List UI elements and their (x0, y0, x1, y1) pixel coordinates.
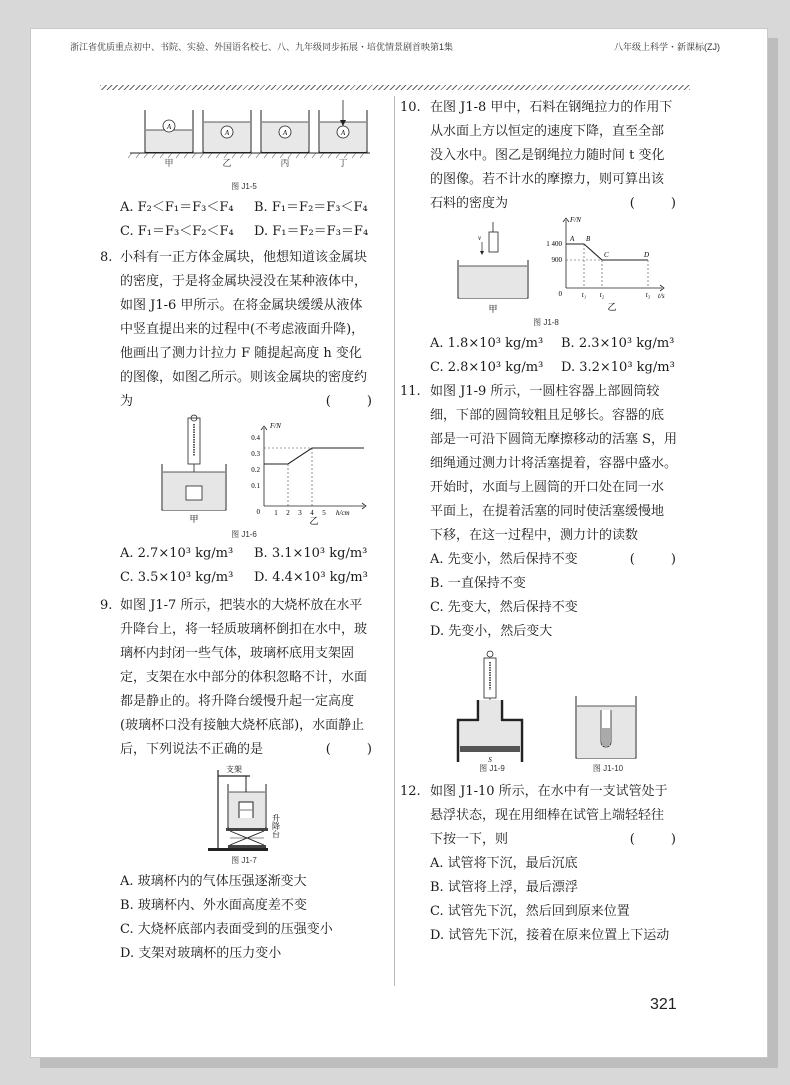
fig8-point-a: A (570, 235, 575, 243)
figure-j1-8 (400, 216, 692, 328)
column-divider (394, 96, 395, 986)
question-9 (100, 594, 388, 762)
fig9-piston-s: S (488, 756, 492, 764)
fig7-lift-label: 升降台 (271, 814, 281, 838)
fig8-x-label: t/s (658, 292, 665, 300)
question-10-number: 10. (400, 100, 421, 115)
left-column (100, 96, 388, 966)
q10-option-d[interactable]: D. 3.2×10³ kg/m³ (561, 360, 675, 375)
figure-j1-7-drawing (100, 762, 388, 854)
figure-j1-7 (100, 762, 388, 864)
q12-option-d[interactable]: D. 试管先下沉，接着在原来位置上下运动 (430, 928, 670, 943)
q12-line-2: 悬浮状态，现在用细棒在试管上端轻轻往 (430, 808, 665, 823)
q12-option-b[interactable]: B. 试管将上浮，最后漂浮 (430, 880, 578, 895)
figure-j1-8-caption: 图 J1-8 (533, 318, 559, 327)
q9-option-d[interactable]: D. 支架对玻璃杯的压力变小 (120, 946, 282, 961)
header-left: 浙江省优质重点初中、书院、实验、外国语名校七、八、九年级同步拓展・培优情景剧首映第1集 (70, 42, 454, 52)
fig5-label-jia: 甲 (164, 158, 174, 168)
figure-j1-5 (100, 96, 388, 191)
q11-line-3: 部是一可沿下圆筒无摩擦移动的活塞 S，用 (430, 432, 678, 447)
figure-j1-6-caption: 图 J1-6 (231, 530, 257, 539)
fig6-xtick-2: 2 (286, 509, 290, 517)
q11-option-a[interactable]: A. 先变小，然后保持不变 (430, 552, 578, 567)
figure-j1-5-caption: 图 J1-5 (231, 182, 257, 191)
running-header (70, 40, 720, 54)
q11-line-2: 细，下部的圆筒较粗且足够长。容器的底 (430, 408, 665, 423)
fig8-point-d: D (644, 251, 650, 259)
q8-line-7-text: 为 (120, 394, 134, 409)
q10-options-row-2 (400, 356, 692, 380)
q7-option-d[interactable]: D. F₁＝F₂＝F₃＝F₄ (254, 224, 369, 239)
q9-line-5: 都是静止的。将升降台缓慢升起一定高度 (120, 694, 355, 709)
figure-j1-8-drawing (400, 216, 692, 320)
fig8-t1: t₁ (581, 291, 587, 299)
q8-option-b[interactable]: B. 3.1×10³ kg/m³ (254, 546, 368, 561)
q11-option-c[interactable]: C. 先变大，然后保持不变 (430, 600, 578, 615)
question-10 (400, 96, 692, 216)
q10-answer-bracket[interactable]: ( ) (629, 196, 692, 211)
q10-line-1: 在图 J1-8 甲中，石料在钢绳拉力的作用下 (430, 100, 673, 115)
q11-answer-bracket[interactable]: ( ) (629, 552, 692, 567)
gauge-a-4: A (340, 129, 346, 137)
fig6-ytick-01: 0.1 (251, 482, 260, 490)
q8-option-a[interactable]: A. 2.7×10³ kg/m³ (120, 546, 234, 561)
figure-j1-5-drawing (100, 96, 388, 168)
q11-line-5: 开始时，水面与上圆筒的开口处在同一水 (430, 480, 665, 495)
fig8-y-900: 900 (551, 256, 562, 264)
figure-j1-9-caption: 图 J1-9 (479, 764, 505, 773)
fig6-origin: 0 (256, 508, 260, 516)
fig5-label-yi: 乙 (222, 158, 232, 168)
figures-j1-9-j1-10 (400, 650, 692, 780)
q8-line-6: 的图像，如图乙所示。则该金属块的密度约 (120, 370, 368, 385)
q11-option-b[interactable]: B. 一直保持不变 (430, 576, 526, 591)
fig6-xtick-1: 1 (274, 509, 278, 517)
gauge-a-3: A (282, 129, 288, 137)
q9-option-c[interactable]: C. 大烧杯底部内表面受到的压强变小 (120, 922, 333, 937)
q10-line-5 (430, 192, 692, 216)
fig6-y-label: F/N (270, 422, 281, 430)
fig6-xtick-3: 3 (298, 509, 302, 517)
right-column (400, 96, 692, 948)
fig8-point-c: C (604, 251, 609, 259)
q10-line-5-text: 石料的密度为 (430, 196, 509, 211)
q9-line-3: 璃杯内封闭一些气体，玻璃杯底用支架固 (120, 646, 355, 661)
q10-option-c[interactable]: C. 2.8×10³ kg/m³ (430, 360, 544, 375)
question-11-number: 11. (400, 384, 421, 399)
q8-line-7 (120, 390, 388, 414)
fig8-y-label: F/N (570, 216, 581, 224)
q7-option-c[interactable]: C. F₁＝F₃＜F₂＜F₄ (120, 224, 234, 239)
q10-option-b[interactable]: B. 2.3×10³ kg/m³ (561, 336, 675, 351)
q9-line-2: 升降台上，将一轻质玻璃杯倒扣在水中，玻 (120, 622, 368, 637)
header-right: 八年级上科学・新课标(ZJ) (614, 42, 720, 52)
page-number: 321 (650, 996, 677, 1013)
question-12 (400, 780, 692, 852)
fig8-v-label: v (478, 234, 482, 242)
question-9-number: 9. (100, 598, 113, 613)
figure-j1-6 (100, 414, 388, 539)
q11-line-6: 平面上，在提着活塞的同时使活塞缓慢地 (430, 504, 665, 519)
q10-options-row-1 (400, 332, 692, 356)
fig8-origin: 0 (558, 290, 562, 298)
q9-option-a[interactable]: A. 玻璃杯内的气体压强逐渐变大 (120, 874, 307, 889)
q11-line-7-text: 下移，在这一过程中，测力计的读数 (430, 528, 639, 543)
question-8 (100, 246, 388, 414)
figure-j1-10-caption: 图 J1-10 (592, 764, 624, 773)
fig8-t3: t₃ (645, 291, 651, 299)
gauge-a-2: A (224, 129, 230, 137)
q12-line-3-text: 下按一下，则 (430, 832, 509, 847)
fig6-xtick-5: 5 (322, 509, 326, 517)
q7-option-a[interactable]: A. F₂＜F₁＝F₃＜F₄ (120, 200, 234, 215)
question-8-number: 8. (100, 250, 113, 265)
q8-option-d[interactable]: D. 4.4×10³ kg/m³ (254, 570, 368, 585)
figure-j1-9-j1-10-drawing (400, 650, 692, 768)
q10-line-4: 的图像。若不计水的摩擦力，则可算出该 (430, 172, 665, 187)
q8-answer-bracket[interactable]: ( ) (325, 394, 388, 409)
q9-answer-bracket[interactable]: ( ) (325, 742, 388, 757)
fig5-label-ding: 丁 (338, 158, 348, 168)
q7-options-row-2 (100, 220, 388, 244)
q11-line-1: 如图 J1-9 所示，一圆柱容器上部圆筒较 (430, 384, 660, 399)
header-hatch-rule (100, 85, 690, 90)
fig6-ytick-03: 0.3 (251, 450, 260, 458)
q7-option-b[interactable]: B. F₁＝F₂＝F₃＜F₄ (254, 200, 368, 215)
fig6-label-jia: 甲 (189, 514, 199, 524)
q9-line-4: 定，支架在水中部分的体积忽略不计，水面 (120, 670, 368, 685)
q10-option-a[interactable]: A. 1.8×10³ kg/m³ (430, 336, 544, 351)
q7-options-row-1 (100, 196, 388, 220)
question-12-number: 12. (400, 784, 421, 799)
figure-j1-6-drawing (100, 414, 388, 526)
fig8-y-1400: 1 400 (546, 240, 562, 248)
q12-option-c[interactable]: C. 试管先下沉，然后回到原来位置 (430, 904, 630, 919)
fig5-label-bing: 丙 (280, 158, 290, 168)
q12-option-a[interactable]: A. 试管将下沉，最后沉底 (430, 856, 578, 871)
fig6-ytick-04: 0.4 (251, 434, 260, 442)
q8-line-5: 他画出了测力计拉力 F 随提起高度 h 变化 (120, 346, 362, 361)
q12-line-1: 如图 J1-10 所示，在水中有一支试管处于 (430, 784, 668, 799)
q10-line-3: 没入水中。图乙是钢绳拉力随时间 t 变化 (430, 148, 665, 163)
fig6-label-yi: 乙 (309, 516, 319, 526)
fig6-x-label: h/cm (336, 509, 350, 517)
q9-option-b[interactable]: B. 玻璃杯内、外水面高度差不变 (120, 898, 307, 913)
q12-answer-bracket[interactable]: ( ) (629, 832, 692, 847)
fig8-t2: t₂ (599, 291, 605, 299)
fig7-support-label: 支架 (226, 765, 242, 774)
fig6-ytick-02: 0.2 (251, 466, 260, 474)
q12-line-3 (430, 828, 692, 852)
q8-option-c[interactable]: C. 3.5×10³ kg/m³ (120, 570, 234, 585)
fig8-label-yi: 乙 (607, 302, 617, 312)
fig8-point-b: B (586, 235, 591, 243)
fig6-curve (264, 448, 364, 464)
q10-line-2: 从水面上方以恒定的速度下降，直至全部 (430, 124, 665, 139)
q11-line-4: 细绳通过测力计将活塞提着，容器中盛水。 (430, 456, 678, 471)
fig8-label-jia: 甲 (488, 304, 498, 314)
figure-j1-7-caption: 图 J1-7 (231, 856, 257, 865)
q9-line-6: (玻璃杯口没有接触大烧杯底部)，水面静止 (120, 718, 365, 733)
q8-line-2: 的密度，于是将金属块浸没在某种液体中， (120, 274, 368, 289)
q11-option-d[interactable]: D. 先变小，然后变大 (430, 624, 553, 639)
q9-line-7 (120, 738, 388, 762)
q8-line-1: 小科有一正方体金属块，他想知道该金属块 (120, 250, 368, 265)
q9-line-7-text: 后，下列说法不正确的是 (120, 742, 264, 757)
q8-line-3: 如图 J1-6 甲所示。在将金属块缓缓从液体 (120, 298, 363, 313)
q8-options-row-2 (100, 566, 388, 590)
q8-line-4: 中竖直提出来的过程中(不考虑液面升降)， (120, 322, 365, 337)
gauge-a-1: A (166, 123, 172, 131)
q9-line-1: 如图 J1-7 所示，把装水的大烧杯放在水平 (120, 598, 363, 613)
fig6-xtick-4: 4 (310, 509, 314, 517)
q8-options-row-1 (100, 542, 388, 566)
